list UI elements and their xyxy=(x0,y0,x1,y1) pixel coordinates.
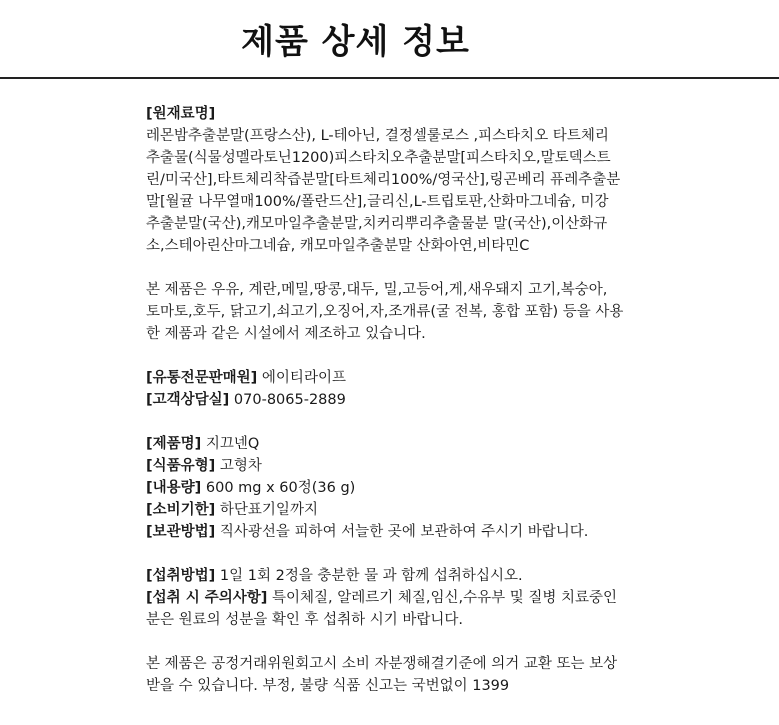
distributor-value: 에이티라이프 xyxy=(257,370,346,386)
product-info-section xyxy=(146,433,666,543)
intake-section xyxy=(146,565,666,631)
spacer xyxy=(146,543,666,565)
title-divider xyxy=(0,77,779,79)
expiry-label: [소비기한] xyxy=(146,502,216,518)
spacer xyxy=(146,631,666,653)
customer-service-label: [고객상담실] xyxy=(146,392,230,408)
page-title: 제품 상세 정보 xyxy=(241,22,470,62)
food-type-label: [식품유형] xyxy=(146,458,216,474)
content-amount-value: 600 mg x 60정(36 g) xyxy=(201,480,356,496)
notice-section xyxy=(146,653,666,697)
expiry-value: 하단표기일까지 xyxy=(215,502,318,518)
allergy-section xyxy=(146,279,666,345)
intake-caution-label: [섭취 시 주의사항] xyxy=(146,590,268,606)
distributor-label: [유통전문판매원] xyxy=(146,370,258,386)
company-section xyxy=(146,367,666,411)
intake-caution-value: 특이체질, 알레르기 체질,임신,수유부 및 질병 치료중인 xyxy=(267,590,618,606)
storage-label: [보관방법] xyxy=(146,524,216,540)
allergy-line: 한 제품과 같은 시설에서 제조하고 있습니다. xyxy=(146,326,426,342)
spacer xyxy=(146,345,666,367)
ingredients-section xyxy=(146,103,666,257)
allergy-line: 본 제품은 우유, 계란,메밀,땅콩,대두, 밀,고등어,게,새우돼지 고기,복숭아, xyxy=(146,282,608,298)
product-name-label: [제품명] xyxy=(146,436,202,452)
ingredients-line: 린/미국산],타트체리착즙분말[타트체리100%/영국산],링곤베리 퓨레추출분 xyxy=(146,172,621,188)
spacer xyxy=(146,411,666,433)
customer-service-phone: 070-8065-2889 xyxy=(229,392,346,408)
ingredients-line: 추출분말(국산),캐모마일추출분말,치커리뿌리추출물분 말(국산),이산화규 xyxy=(146,216,608,232)
intake-caution-value: 분은 원료의 성분을 확인 후 섭취하 시기 바랍니다. xyxy=(146,612,464,628)
detail-content xyxy=(146,103,666,697)
product-name-value: 지끄넨Q xyxy=(201,436,260,452)
ingredients-line: 추출물(식물성멜라토닌1200)피스타치오추출분말[피스타치오,말토덱스트 xyxy=(146,150,611,166)
ingredients-line: 말[월귤 나무열매100%/폴란드산],글리신,L-트립토판,산화마그네슘, 미강 xyxy=(146,194,609,210)
notice-line: 받을 수 있습니다. 부정, 불량 식품 신고는 국번없이 1399 xyxy=(146,678,510,694)
food-type-value: 고형차 xyxy=(215,458,262,474)
spacer xyxy=(146,257,666,279)
notice-line: 본 제품은 공정거래위원회고시 소비 자분쟁해결기준에 의거 교환 또는 보상 xyxy=(146,656,618,672)
content-amount-label: [내용량] xyxy=(146,480,202,496)
ingredients-label: [원재료명] xyxy=(146,106,216,122)
storage-value: 직사광선을 피하여 서늘한 곳에 보관하여 주시기 바랍니다. xyxy=(215,524,589,540)
allergy-line: 토마토,호두, 닭고기,쇠고기,오징어,자,조개류(굴 전복, 홍합 포함) 등을 사용 xyxy=(146,304,624,320)
intake-method-label: [섭취방법] xyxy=(146,568,216,584)
ingredients-line: 소,스테아린산마그네슘, 캐모마일추출분말 산화아연,비타민C xyxy=(146,238,530,254)
ingredients-line: 레몬밤추출분말(프랑스산), L-테아닌, 결정셀룰로스 ,피스타치오 타트체리 xyxy=(146,128,609,144)
intake-method-value: 1일 1회 2정을 충분한 물 과 함께 섭취하십시오. xyxy=(215,568,523,584)
